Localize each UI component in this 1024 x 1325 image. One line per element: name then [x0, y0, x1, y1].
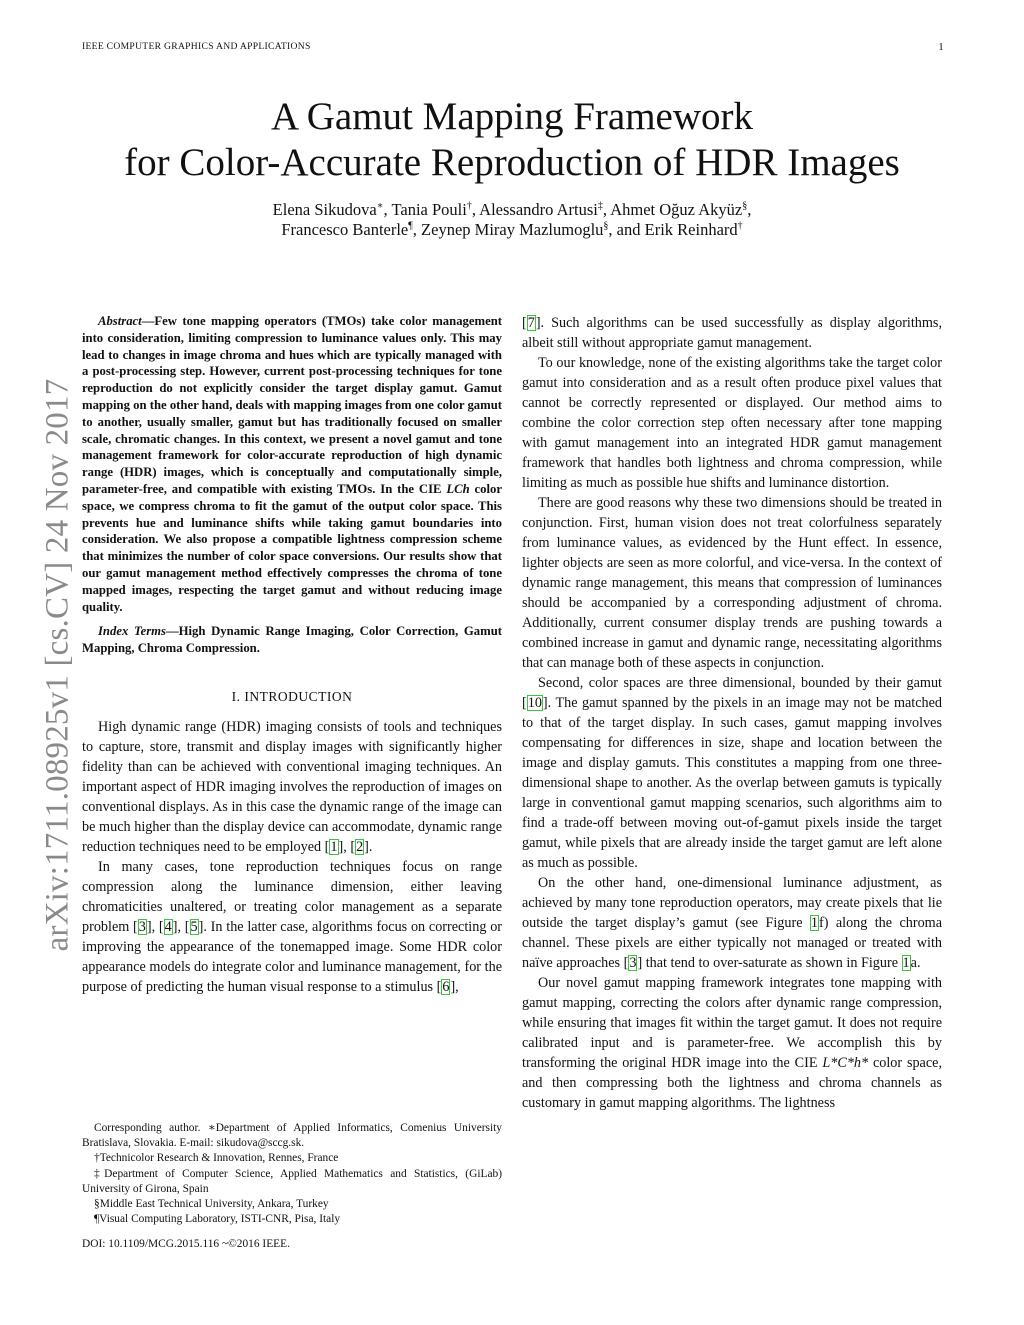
- section-numeral: I.: [231, 688, 241, 704]
- intro-paragraph-1: [82, 717, 502, 857]
- right-paragraph-2: To our knowledge, none of the existing algorithms take the target color gamut into consideration and as a result often produce pixel values that cannot be correctly represented or displayed. Our method aims to combine the color correction step often necessary after tone mapping with gamut management into an integrated HDR gamut management framework that handles both lightness and chroma compression, while limiting as much as possible hue shifts and luminance distortion.: [522, 355, 942, 491]
- footnotes: [82, 1121, 502, 1227]
- section-heading-introduction: [82, 687, 502, 707]
- figure-link[interactable]: 1: [810, 915, 818, 931]
- citation-link[interactable]: 5: [190, 918, 198, 935]
- paragraph-text: ] that tend to over-saturate as shown in Figure: [637, 955, 902, 971]
- footnote-corresponding-author: Corresponding author. ∗Department of Applied Informatics, Comenius University Bratislava, Slovakia. E-mail: sikudova@sccg.sk.: [82, 1122, 502, 1150]
- paragraph-text: In many cases, tone reproduction techniques focus on range compression along the luminance dimension, either leaving chromaticities unaltered, or treating color management as a separate problem [: [82, 858, 502, 935]
- right-paragraph-1: [7]. Such algorithms can be used successfully as display algorithms, albeit still without appropriate gamut management.: [522, 315, 942, 351]
- abstract-dash: —: [141, 314, 155, 328]
- author-separator: ,: [471, 200, 480, 219]
- citation-separator: ], [: [146, 918, 164, 935]
- index-terms-dash: —: [165, 624, 179, 639]
- author-list: [0, 200, 1024, 240]
- abstract: [82, 313, 502, 615]
- paragraph-text: ]. In the latter case, algorithms focus on correcting or improving the appearance of the tonemapped image. Some HDR color appearance models do integrate color and luminance management, for the purpose of predicting the human visual response to a stimulus [: [82, 918, 503, 995]
- citation-link[interactable]: 7: [527, 315, 535, 331]
- citation-link[interactable]: 4: [164, 918, 172, 935]
- footnote-affiliation: §Middle East Technical University, Ankara, Turkey: [94, 1198, 329, 1211]
- author-separator: ,: [383, 200, 392, 219]
- author-separator: ,: [412, 220, 422, 239]
- title-line-1: A Gamut Mapping Framework: [270, 95, 753, 138]
- citation-separator: ], [: [338, 838, 356, 855]
- affiliation-mark: †: [737, 220, 743, 232]
- paragraph-text: Second, color spaces are three dimensional, bounded by their gamut [: [522, 675, 942, 711]
- paragraph-text: Our novel gamut mapping framework integrates tone mapping with gamut mapping, correcting the colors after dynamic range compression, while ensuring that images fit within the target gamut. It does not require calibrated input and is parameter-free. We accomplish this by transforming the original HDR image into the CIE: [522, 975, 942, 1071]
- math-lch-star: L*C*h*: [822, 1055, 869, 1071]
- abstract-label: Abstract: [98, 314, 142, 328]
- right-paragraph-5: [522, 873, 942, 973]
- citation-link[interactable]: 3: [138, 918, 146, 935]
- paragraph-text: a.: [910, 955, 921, 971]
- author-name: Zeynep Miray Mazlumoglu: [421, 220, 604, 239]
- citation-close: ].: [364, 838, 373, 855]
- paper-title: [0, 94, 1024, 186]
- title-line-2: for Color-Accurate Reproduction of HDR Images: [124, 141, 900, 184]
- affiliation-mark: †: [466, 200, 472, 212]
- right-paragraph-3: There are good reasons why these two dimensions should be treated in conjunction. First, human vision does not treat colorfulness separately from luminance values, as evidenced by the Hunt effect. In essence, lighter objects are seen as more colorful, and vice-versa. In the context of dynamic range management, this means that compression of luminances should be accompanied by a corresponding adjustment of chroma. Additionally, current consumer display trends are pushing towards a combined increase in gamut and dynamic range, necessitating algorithms that can manage both of these aspects in conjunction.: [522, 495, 942, 671]
- paragraph-text: ]. The gamut spanned by the pixels in an image may not be matched to that of the target display. In such cases, gamut mapping involves compensating for differences in size, shape and location between the image and display gamuts. This constitutes a mapping from one three-dimensional shape to another. As the overlap between gamuts is typically large in conventional gamut mapping scenarios, such algorithms aim to find a trade-off between moving out-of-gamut pixels inside the target gamut, while pixels that are already inside the target gamut are left alone as much as possible.: [522, 695, 942, 871]
- author-separator: , and: [608, 220, 645, 239]
- author-line-1: [0, 200, 1024, 220]
- index-terms-text: High Dynamic Range Imaging, Color Correction, Gamut Mapping, Chroma Compression.: [82, 624, 502, 656]
- affiliation-mark: §: [742, 200, 748, 212]
- right-column: [522, 313, 942, 1263]
- index-terms: [82, 623, 502, 657]
- journal-name: IEEE COMPUTER GRAPHICS AND APPLICATIONS: [82, 41, 311, 52]
- author-name: Elena Sikudova: [272, 200, 377, 219]
- doi-line: DOI: 10.1109/MCG.2015.116 ~©2016 IEEE.: [82, 1238, 290, 1250]
- author-name: Alessandro Artusi: [479, 200, 598, 219]
- index-terms-label: Index Terms: [98, 624, 166, 639]
- abstract-text: Few tone mapping operators (TMOs) take color management into consideration, limiting compression to luminance values only. This may lead to changes in image chroma and hues which are typically managed with a post-processing step. However, current post-processing techniques for tone reproduction do not explicitly consider the target display gamut. Gamut mapping on the other hand, deals with mapping images from one color gamut to another, usually smaller, gamut but has traditionally focused on smaller scale, chromatic changes. In this context, we present a novel gamut and tone management framework for color-accurate reproduction of high dynamic range (HDR) images, which is conceptually and computationally simple, parameter-free, and compatible with existing TMOs. In the CIE: [82, 314, 502, 496]
- math-lch: LCh: [446, 481, 470, 496]
- affiliation-mark: ¶: [408, 220, 413, 232]
- right-paragraph-6: [522, 973, 942, 1113]
- affiliation-mark: §: [603, 220, 609, 232]
- citation-link[interactable]: 2: [356, 838, 364, 855]
- paragraph-text: f) along the chroma channel. These pixels are either typically not managed or treated with naïve approaches [: [522, 915, 942, 971]
- footnote-affiliation: ‡Department of Computer Science, Applied Mathematics and Statistics, (GiLab) University of Girona, Spain: [82, 1167, 502, 1195]
- affiliation-mark: ∗: [376, 200, 384, 212]
- arxiv-stamp: arXiv:1711.08925v1 [cs.CV] 24 Nov 2017: [39, 378, 76, 952]
- author-name: Erik Reinhard: [644, 220, 738, 239]
- footnote-affiliation: ¶Visual Computing Laboratory, ISTI-CNR, Pisa, Italy: [94, 1213, 341, 1226]
- abstract-text-continued: color space, we compress chroma to fit the gamut of the output color space. This prevents hue and luminance shifts while taking gamut boundaries into consideration. We also propose a compatible lightness compression scheme that minimizes the number of color space conversions. Our results show that our gamut management method effectively compresses the chroma of tone mapped images, respecting the target gamut and without reducing image quality.: [82, 481, 502, 614]
- right-paragraph-4: [522, 673, 942, 873]
- paragraph-text: color space, and then compressing both the lightness and chroma channels as customary in gamut mapping algorithms. The lightness: [522, 1055, 942, 1111]
- citation-separator: ], [: [172, 918, 190, 935]
- page-number: 1: [938, 41, 944, 53]
- paragraph-text: High dynamic range (HDR) imaging consists of tools and techniques to capture, store, transmit and display images with significantly higher fidelity than can be achieved with conventional imaging techniques. An important aspect of HDR imaging involves the reproduction of images on conventional displays. As in this case the dynamic range of the image can be much higher than the display device can accommodate, dynamic range reduction techniques need to be employed [: [82, 718, 502, 855]
- section-title-initial: I: [244, 688, 250, 704]
- author-line-2: [0, 220, 1024, 240]
- citation-close: ],: [450, 978, 459, 995]
- author-name: Francesco Banterle: [281, 220, 409, 239]
- citation-link[interactable]: 1: [330, 838, 338, 855]
- citation-link[interactable]: 10: [527, 695, 542, 711]
- author-name: Tania Pouli: [391, 200, 467, 219]
- paragraph-text: On the other hand, one-dimensional luminance adjustment, as achieved by many tone reproduction operators, may create pixels that lie outside the target display’s gamut (see Figure: [522, 875, 942, 931]
- figure-link[interactable]: 1: [902, 955, 910, 971]
- affiliation-mark: ‡: [597, 200, 603, 212]
- author-separator: ,: [747, 200, 752, 219]
- paragraph-text: ]. Such algorithms can be used successfully as display algorithms, albeit still without appropriate gamut management.: [522, 315, 942, 351]
- citation-link[interactable]: 6: [442, 978, 450, 995]
- citation-link[interactable]: 3: [629, 955, 637, 971]
- author-separator: ,: [602, 200, 611, 219]
- page-header: [82, 41, 944, 55]
- footnote-affiliation: †Technicolor Research & Innovation, Rennes, France: [94, 1152, 339, 1165]
- intro-paragraph-2: [82, 857, 502, 997]
- section-title-rest: NTRODUCTION: [249, 688, 353, 704]
- author-name: Ahmet Oğuz Akyüz: [610, 200, 743, 219]
